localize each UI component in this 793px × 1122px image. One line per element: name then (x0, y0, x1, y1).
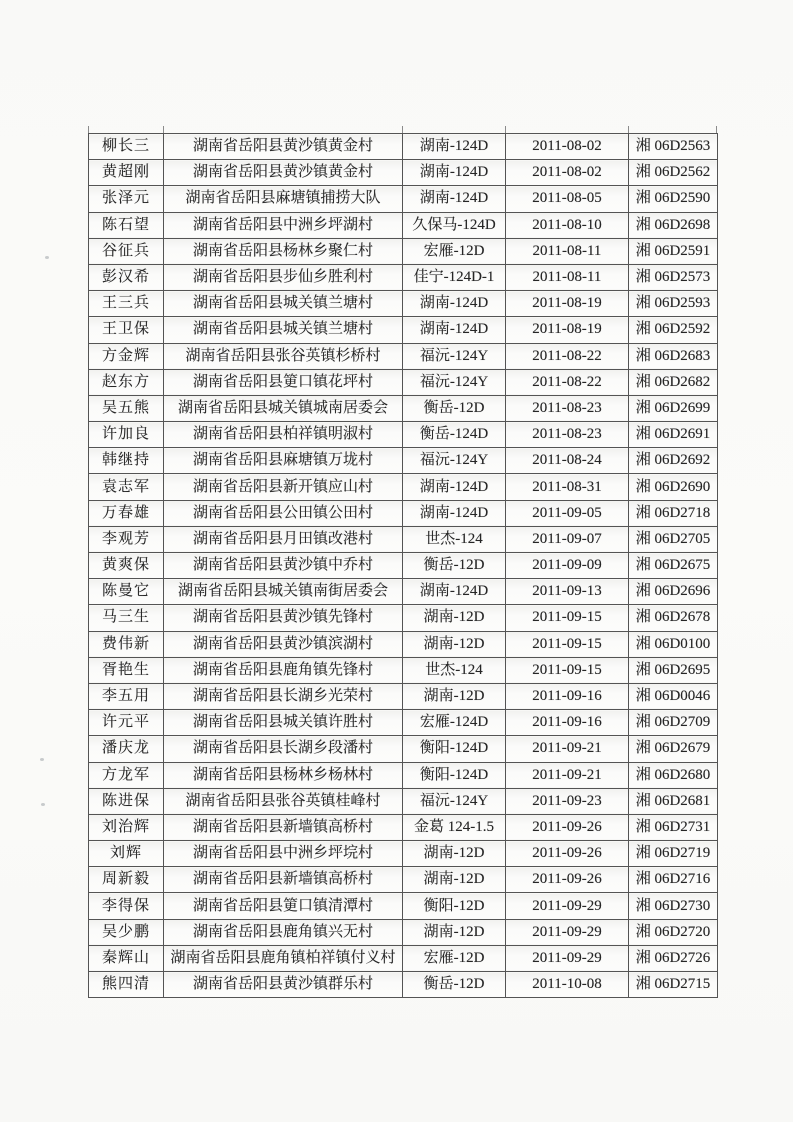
cell-plate-number: 湘 06D2715 (629, 972, 718, 998)
table-row (89, 814, 718, 840)
cell-plate-number: 湘 06D2682 (629, 369, 718, 395)
cell-address: 湖南省岳阳县杨林乡聚仁村 (164, 238, 403, 264)
cell-machine-model: 福沅-124Y (403, 369, 506, 395)
table-row (89, 343, 718, 369)
cell-register-date: 2011-08-10 (506, 212, 629, 238)
cell-register-date: 2011-09-15 (506, 631, 629, 657)
cell-address: 湖南省岳阳县杨林乡杨林村 (164, 762, 403, 788)
cell-register-date: 2011-08-11 (506, 238, 629, 264)
cell-address: 湖南省岳阳县城关镇兰塘村 (164, 317, 403, 343)
cell-machine-model: 宏雁-12D (403, 945, 506, 971)
cell-owner-name: 王卫保 (89, 317, 164, 343)
cell-register-date: 2011-09-26 (506, 867, 629, 893)
cell-machine-model: 湖南-124D (403, 579, 506, 605)
cell-plate-number: 湘 06D2719 (629, 841, 718, 867)
cell-owner-name: 陈石望 (89, 212, 164, 238)
cell-register-date: 2011-09-07 (506, 526, 629, 552)
cell-plate-number: 湘 06D2675 (629, 553, 718, 579)
cell-plate-number: 湘 06D2691 (629, 422, 718, 448)
cell-register-date: 2011-08-22 (506, 369, 629, 395)
table-row (89, 919, 718, 945)
table-row (89, 422, 718, 448)
cell-machine-model: 衡岳-12D (403, 972, 506, 998)
cell-register-date: 2011-09-29 (506, 919, 629, 945)
cell-address: 湖南省岳阳县城关镇城南居委会 (164, 395, 403, 421)
cell-address: 湖南省岳阳县麻塘镇万垅村 (164, 448, 403, 474)
cell-machine-model: 衡阳-12D (403, 893, 506, 919)
scan-speck (41, 803, 45, 806)
gridline-stub (716, 126, 717, 133)
cell-plate-number: 湘 06D2720 (629, 919, 718, 945)
table-row (89, 553, 718, 579)
gridline-stub (505, 126, 506, 133)
cell-register-date: 2011-08-11 (506, 264, 629, 290)
table-row (89, 972, 718, 998)
cell-machine-model: 衡岳-124D (403, 422, 506, 448)
cell-plate-number: 湘 06D2593 (629, 291, 718, 317)
table-row (89, 605, 718, 631)
cell-machine-model: 湖南-12D (403, 841, 506, 867)
gridline-stub (402, 126, 403, 133)
cell-owner-name: 韩继持 (89, 448, 164, 474)
cell-owner-name: 方龙军 (89, 762, 164, 788)
cell-owner-name: 马三生 (89, 605, 164, 631)
cell-register-date: 2011-08-02 (506, 134, 629, 160)
cell-register-date: 2011-08-22 (506, 343, 629, 369)
cell-plate-number: 湘 06D2698 (629, 212, 718, 238)
cell-address: 湖南省岳阳县新墙镇高桥村 (164, 867, 403, 893)
cell-owner-name: 黄爽保 (89, 553, 164, 579)
cell-machine-model: 宏雁-124D (403, 710, 506, 736)
cell-owner-name: 秦辉山 (89, 945, 164, 971)
cell-plate-number: 湘 06D2563 (629, 134, 718, 160)
table-row (89, 134, 718, 160)
cell-machine-model: 衡岳-12D (403, 553, 506, 579)
table-row (89, 762, 718, 788)
cell-address: 湖南省岳阳县公田镇公田村 (164, 500, 403, 526)
table-row (89, 500, 718, 526)
registration-table (88, 133, 718, 998)
cell-machine-model: 福沅-124Y (403, 343, 506, 369)
cell-plate-number: 湘 06D2726 (629, 945, 718, 971)
cell-plate-number: 湘 06D2690 (629, 474, 718, 500)
cell-owner-name: 李得保 (89, 893, 164, 919)
cell-owner-name: 许元平 (89, 710, 164, 736)
cell-plate-number: 湘 06D2683 (629, 343, 718, 369)
cell-owner-name: 许加良 (89, 422, 164, 448)
cell-owner-name: 胥艳生 (89, 657, 164, 683)
cell-plate-number: 湘 06D2730 (629, 893, 718, 919)
cell-plate-number: 湘 06D2679 (629, 736, 718, 762)
cell-register-date: 2011-08-19 (506, 291, 629, 317)
cell-owner-name: 彭汉希 (89, 264, 164, 290)
cell-owner-name: 熊四清 (89, 972, 164, 998)
cell-plate-number: 湘 06D2678 (629, 605, 718, 631)
cell-machine-model: 衡阳-124D (403, 736, 506, 762)
cell-owner-name: 黄超刚 (89, 160, 164, 186)
table-row (89, 736, 718, 762)
cell-machine-model: 湖南-124D (403, 500, 506, 526)
table-row (89, 264, 718, 290)
cell-address: 湖南省岳阳县月田镇改港村 (164, 526, 403, 552)
cell-address: 湖南省岳阳县黄沙镇黄金村 (164, 160, 403, 186)
cell-machine-model: 世杰-124 (403, 526, 506, 552)
cell-address: 湖南省岳阳县黄沙镇中乔村 (164, 553, 403, 579)
cell-plate-number: 湘 06D2692 (629, 448, 718, 474)
cell-owner-name: 陈进保 (89, 788, 164, 814)
table-row (89, 395, 718, 421)
cell-machine-model: 湖南-12D (403, 683, 506, 709)
cell-owner-name: 王三兵 (89, 291, 164, 317)
cell-plate-number: 湘 06D2573 (629, 264, 718, 290)
cell-machine-model: 福沅-124Y (403, 788, 506, 814)
table-row (89, 474, 718, 500)
cell-register-date: 2011-09-13 (506, 579, 629, 605)
cell-owner-name: 谷征兵 (89, 238, 164, 264)
cell-plate-number: 湘 06D2696 (629, 579, 718, 605)
cell-register-date: 2011-09-26 (506, 814, 629, 840)
cell-register-date: 2011-09-21 (506, 762, 629, 788)
table-row (89, 448, 718, 474)
table-row (89, 238, 718, 264)
cell-owner-name: 吴五熊 (89, 395, 164, 421)
cell-register-date: 2011-09-05 (506, 500, 629, 526)
cell-plate-number: 湘 06D2680 (629, 762, 718, 788)
cell-machine-model: 世杰-124 (403, 657, 506, 683)
cell-owner-name: 费伟新 (89, 631, 164, 657)
cell-plate-number: 湘 06D2709 (629, 710, 718, 736)
cell-register-date: 2011-08-23 (506, 395, 629, 421)
cell-plate-number: 湘 06D2705 (629, 526, 718, 552)
cell-address: 湖南省岳阳县城关镇南街居委会 (164, 579, 403, 605)
cell-machine-model: 湖南-12D (403, 605, 506, 631)
cell-address: 湖南省岳阳县黄沙镇群乐村 (164, 972, 403, 998)
cell-register-date: 2011-08-31 (506, 474, 629, 500)
table-row (89, 657, 718, 683)
cell-machine-model: 福沅-124Y (403, 448, 506, 474)
cell-owner-name: 赵东方 (89, 369, 164, 395)
cell-register-date: 2011-08-05 (506, 186, 629, 212)
cell-owner-name: 万春雄 (89, 500, 164, 526)
cell-plate-number: 湘 06D2695 (629, 657, 718, 683)
cell-machine-model: 衡阳-124D (403, 762, 506, 788)
cell-owner-name: 柳长三 (89, 134, 164, 160)
table-row (89, 291, 718, 317)
gridline-stub (628, 126, 629, 133)
cell-machine-model: 久保马-124D (403, 212, 506, 238)
cell-plate-number: 湘 06D0046 (629, 683, 718, 709)
cell-address: 湖南省岳阳县黄沙镇黄金村 (164, 134, 403, 160)
cell-machine-model: 湖南-124D (403, 291, 506, 317)
cell-machine-model: 湖南-12D (403, 919, 506, 945)
cell-address: 湖南省岳阳县鹿角镇柏祥镇付义村 (164, 945, 403, 971)
cell-plate-number: 湘 06D2591 (629, 238, 718, 264)
cell-register-date: 2011-09-16 (506, 710, 629, 736)
cell-machine-model: 湖南-124D (403, 160, 506, 186)
cell-register-date: 2011-09-15 (506, 605, 629, 631)
cell-register-date: 2011-10-08 (506, 972, 629, 998)
table-row (89, 945, 718, 971)
cell-plate-number: 湘 06D2731 (629, 814, 718, 840)
cell-address: 湖南省岳阳县张谷英镇杉桥村 (164, 343, 403, 369)
table-row (89, 788, 718, 814)
cell-register-date: 2011-08-19 (506, 317, 629, 343)
cell-plate-number: 湘 06D2562 (629, 160, 718, 186)
cell-machine-model: 金葛 124-1.5 (403, 814, 506, 840)
cell-address: 湖南省岳阳县步仙乡胜利村 (164, 264, 403, 290)
table-row (89, 186, 718, 212)
cell-register-date: 2011-09-21 (506, 736, 629, 762)
table-row (89, 579, 718, 605)
cell-machine-model: 湖南-12D (403, 867, 506, 893)
table-row (89, 631, 718, 657)
cell-address: 湖南省岳阳县黄沙镇滨湖村 (164, 631, 403, 657)
cell-owner-name: 周新毅 (89, 867, 164, 893)
cell-address: 湖南省岳阳县中洲乡坪垸村 (164, 841, 403, 867)
table-row (89, 317, 718, 343)
scan-speck (40, 758, 44, 761)
cell-machine-model: 湖南-124D (403, 474, 506, 500)
table-row (89, 867, 718, 893)
table-row (89, 893, 718, 919)
cell-address: 湖南省岳阳县筻口镇花坪村 (164, 369, 403, 395)
cell-owner-name: 袁志军 (89, 474, 164, 500)
registration-table-body (89, 134, 718, 998)
registration-table-container (88, 133, 718, 998)
cell-owner-name: 吴少鹏 (89, 919, 164, 945)
cell-plate-number: 湘 06D2681 (629, 788, 718, 814)
cell-owner-name: 陈曼它 (89, 579, 164, 605)
cell-plate-number: 湘 06D2718 (629, 500, 718, 526)
cell-register-date: 2011-08-23 (506, 422, 629, 448)
cell-machine-model: 湖南-124D (403, 134, 506, 160)
cell-owner-name: 潘庆龙 (89, 736, 164, 762)
cell-address: 湖南省岳阳县长湖乡光荣村 (164, 683, 403, 709)
cell-address: 湖南省岳阳县麻塘镇捕捞大队 (164, 186, 403, 212)
cell-address: 湖南省岳阳县柏祥镇明淑村 (164, 422, 403, 448)
table-row (89, 369, 718, 395)
cell-address: 湖南省岳阳县新开镇应山村 (164, 474, 403, 500)
cell-plate-number: 湘 06D2699 (629, 395, 718, 421)
cell-register-date: 2011-09-16 (506, 683, 629, 709)
cell-machine-model: 衡岳-12D (403, 395, 506, 421)
cell-register-date: 2011-09-29 (506, 893, 629, 919)
cell-register-date: 2011-09-15 (506, 657, 629, 683)
scan-speck (45, 256, 49, 259)
table-row (89, 710, 718, 736)
table-row (89, 526, 718, 552)
cell-address: 湖南省岳阳县新墙镇高桥村 (164, 814, 403, 840)
cell-register-date: 2011-09-23 (506, 788, 629, 814)
cell-register-date: 2011-09-09 (506, 553, 629, 579)
cell-owner-name: 李观芳 (89, 526, 164, 552)
cell-address: 湖南省岳阳县长湖乡段潘村 (164, 736, 403, 762)
cell-register-date: 2011-09-26 (506, 841, 629, 867)
cell-register-date: 2011-08-24 (506, 448, 629, 474)
cell-address: 湖南省岳阳县黄沙镇先锋村 (164, 605, 403, 631)
cell-machine-model: 湖南-124D (403, 186, 506, 212)
cell-address: 湖南省岳阳县城关镇兰塘村 (164, 291, 403, 317)
cell-register-date: 2011-08-02 (506, 160, 629, 186)
cell-machine-model: 佳宁-124D-1 (403, 264, 506, 290)
table-row (89, 841, 718, 867)
cell-owner-name: 张泽元 (89, 186, 164, 212)
cell-owner-name: 刘治辉 (89, 814, 164, 840)
cell-address: 湖南省岳阳县中洲乡坪湖村 (164, 212, 403, 238)
cell-register-date: 2011-09-29 (506, 945, 629, 971)
cell-machine-model: 湖南-12D (403, 631, 506, 657)
cell-address: 湖南省岳阳县筻口镇清潭村 (164, 893, 403, 919)
table-row (89, 160, 718, 186)
cell-address: 湖南省岳阳县鹿角镇先锋村 (164, 657, 403, 683)
cell-owner-name: 方金辉 (89, 343, 164, 369)
table-row (89, 212, 718, 238)
cell-address: 湖南省岳阳县城关镇许胜村 (164, 710, 403, 736)
table-row (89, 683, 718, 709)
gridline-stub (88, 126, 89, 133)
gridline-stub (163, 126, 164, 133)
cell-owner-name: 李五用 (89, 683, 164, 709)
cell-machine-model: 宏雁-12D (403, 238, 506, 264)
cell-address: 湖南省岳阳县鹿角镇兴无村 (164, 919, 403, 945)
cell-plate-number: 湘 06D0100 (629, 631, 718, 657)
cell-plate-number: 湘 06D2716 (629, 867, 718, 893)
cell-plate-number: 湘 06D2590 (629, 186, 718, 212)
cell-address: 湖南省岳阳县张谷英镇桂峰村 (164, 788, 403, 814)
cell-machine-model: 湖南-124D (403, 317, 506, 343)
cell-owner-name: 刘辉 (89, 841, 164, 867)
cell-plate-number: 湘 06D2592 (629, 317, 718, 343)
